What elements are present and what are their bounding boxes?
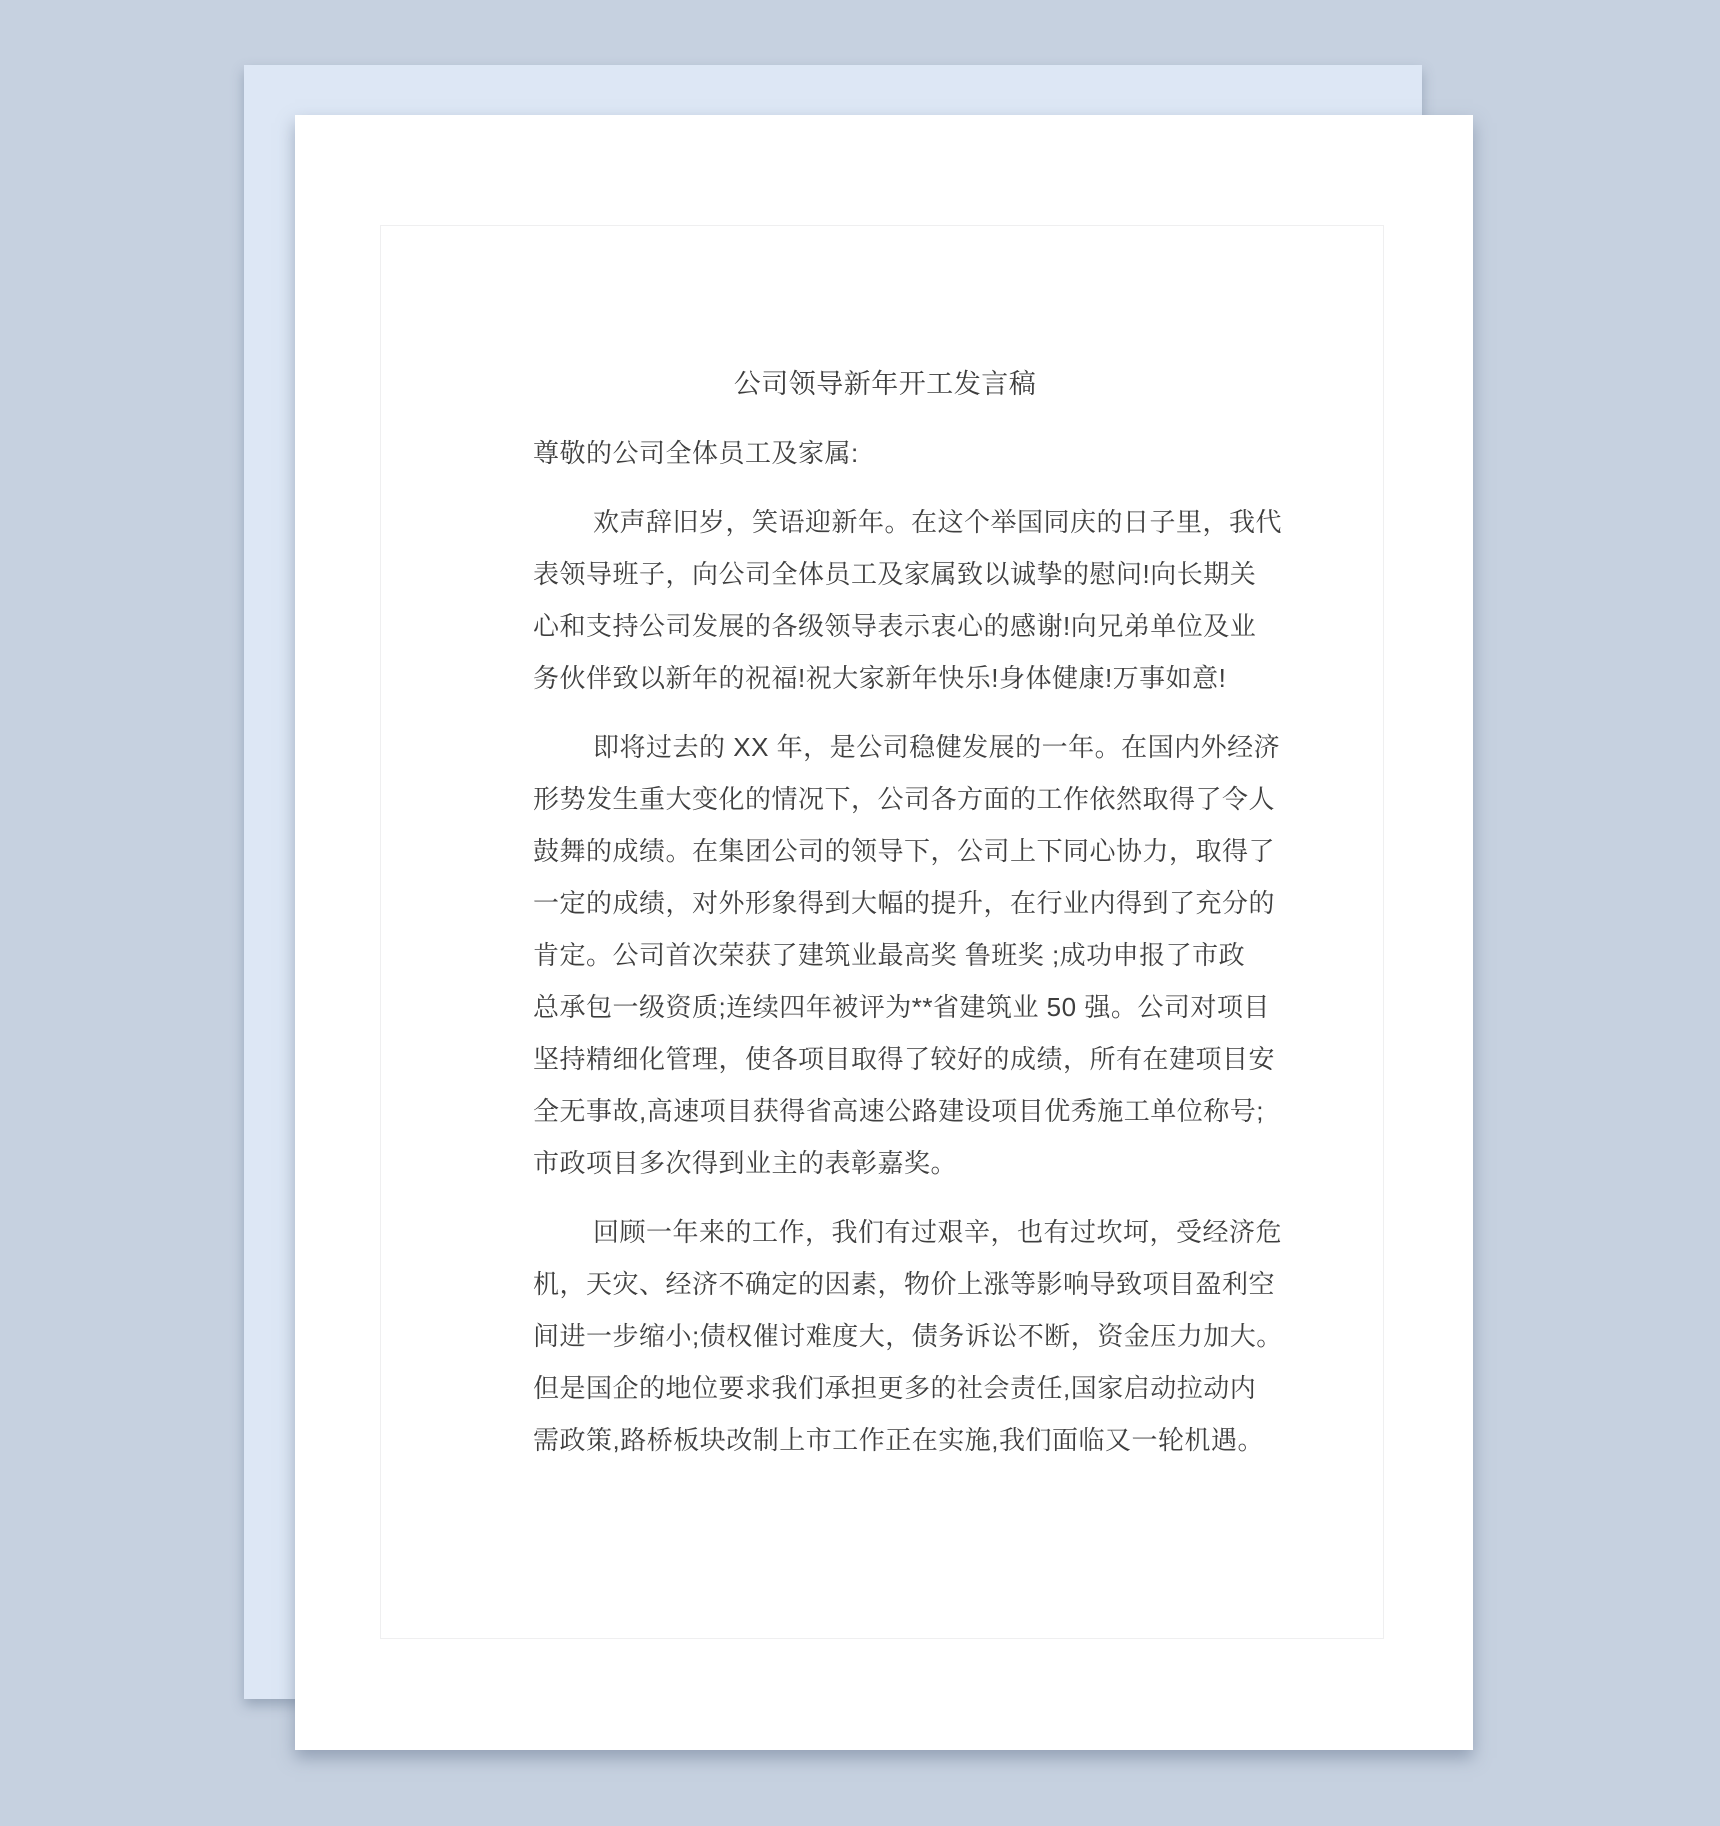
paragraph-line: 机，天灾、经济不确定的因素，物价上涨等影响导致项目盈利空	[533, 1269, 1276, 1299]
salutation-line: 尊敬的公司全体员工及家属:	[533, 438, 859, 468]
document-page	[295, 115, 1473, 1750]
salutation-block	[533, 427, 1237, 479]
paragraph-line: 表领导班子，向公司全体员工及家属致以诚挚的慰问!向长期关	[533, 559, 1257, 589]
paragraph-line: 市政项目多次得到业主的表彰嘉奖。	[533, 1148, 958, 1178]
paragraph-line: 间进一步缩小;债权催讨难度大，债务诉讼不断，资金压力加大。	[533, 1321, 1283, 1351]
paragraph-line: 务伙伴致以新年的祝福!祝大家新年快乐!身体健康!万事如意!	[533, 663, 1227, 693]
paragraph-line: 一定的成绩，对外形象得到大幅的提升，在行业内得到了充分的	[533, 888, 1276, 918]
paragraph-line: 即将过去的 XX 年，是公司稳健发展的一年。在国内外经济	[593, 732, 1281, 762]
paragraph-1	[533, 496, 1283, 704]
paragraph-2	[533, 721, 1281, 1189]
paragraph-line: 鼓舞的成绩。在集团公司的领导下，公司上下同心协力，取得了	[533, 836, 1276, 866]
paragraph-line: 坚持精细化管理，使各项目取得了较好的成绩，所有在建项目安	[533, 1044, 1276, 1074]
document-content	[533, 358, 1283, 1466]
document-title: 公司领导新年开工发言稿	[733, 369, 1037, 399]
paragraph-line: 欢声辞旧岁，笑语迎新年。在这个举国同庆的日子里，我代	[593, 507, 1283, 537]
paragraph-line: 总承包一级资质;连续四年被评为**省建筑业 50 强。公司对项目	[533, 992, 1270, 1022]
paragraph-line: 回顾一年来的工作，我们有过艰辛，也有过坎坷，受经济危	[593, 1217, 1283, 1247]
paragraph-line: 形势发生重大变化的情况下，公司各方面的工作依然取得了令人	[533, 784, 1276, 814]
paragraph-line: 但是国企的地位要求我们承担更多的社会责任,国家启动拉动内	[533, 1373, 1257, 1403]
paragraph-line: 心和支持公司发展的各级领导表示衷心的感谢!向兄弟单位及业	[533, 611, 1257, 641]
paragraph-3	[533, 1206, 1283, 1466]
paragraph-line: 需政策,路桥板块改制上市工作正在实施,我们面临又一轮机遇。	[533, 1425, 1264, 1455]
paragraph-line: 肯定。公司首次荣获了建筑业最高奖 鲁班奖 ;成功申报了市政	[533, 940, 1246, 970]
paragraph-line: 全无事故,高速项目获得省高速公路建设项目优秀施工单位称号;	[533, 1096, 1264, 1126]
